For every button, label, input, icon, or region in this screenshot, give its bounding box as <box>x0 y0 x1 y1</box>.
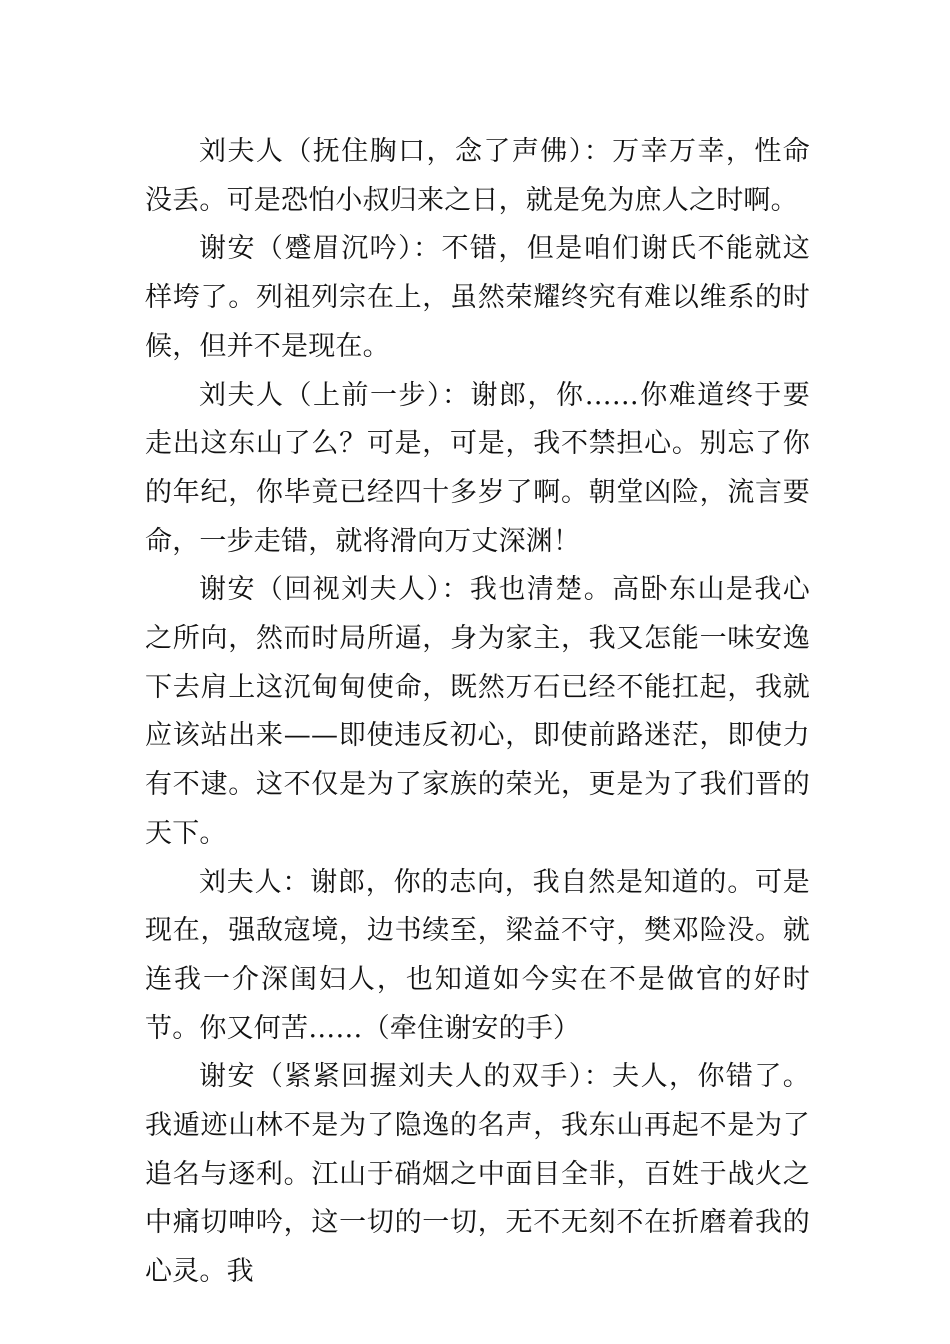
paragraph-liu-2: 刘夫人（上前一步）：谢郎，你……你难道终于要走出这东山了么？可是，可是，我不禁担心。别忘了你的年纪，你毕竟已经四十多岁了啊。朝堂凶险，流言要命，一步走错，就将滑向万丈深渊！ <box>145 379 810 557</box>
paragraph-liu-3: 刘夫人：谢郎，你的志向，我自然是知道的。可是现在，强敌寇境，边书续至，梁益不守，樊邓险没。就连我一介深闺妇人，也知道如今实在不是做官的好时节。你又何苦……（牵住谢安的手） <box>145 866 810 1044</box>
paragraph-xie-3: 谢安（紧紧回握刘夫人的双手）：夫人，你错了。我遁迹山林不是为了隐逸的名声，我东山再起不是为了追名与逐利。江山于硝烟之中面目全非，百姓于战火之中痛切呻吟，这一切的一切，无不无刻不在折磨着我的心灵。我 <box>145 1061 810 1288</box>
paragraph-xie-2: 谢安（回视刘夫人）：我也清楚。高卧东山是我心之所向，然而时局所逼，身为家主，我又怎能一味安逸下去肩上这沉甸甸使命，既然万石已经不能扛起，我就应该站出来——即使违反初心，即使前路迷茫，即使力有不逮。这不仅是为了家族的荣光，更是为了我们晋的天下。 <box>145 574 810 849</box>
paragraph-liu-1: 刘夫人（抚住胸口，念了声佛）：万幸万幸，性命没丢。可是恐怕小叔归来之日，就是免为庶人之时啊。 <box>145 136 810 216</box>
paragraph-xie-1: 谢安（蹙眉沉吟）：不错，但是咱们谢氏不能就这样垮了。列祖列宗在上，虽然荣耀终究有难以维系的时候，但并不是现在。 <box>145 233 810 362</box>
